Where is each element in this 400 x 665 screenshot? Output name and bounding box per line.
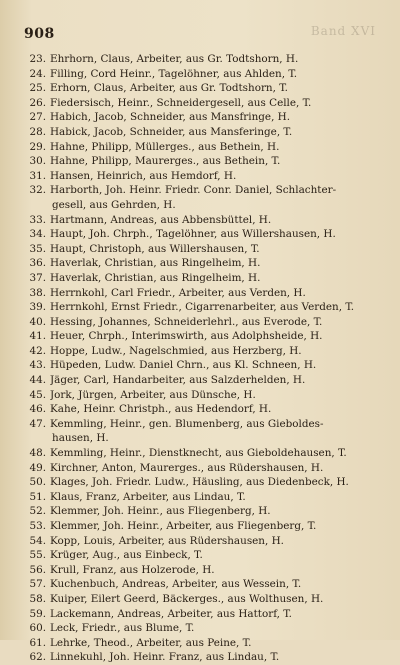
entry-number: 50. <box>29 476 46 489</box>
list-item <box>22 183 378 198</box>
entry-number: 32. <box>29 184 46 197</box>
list-item <box>22 607 378 622</box>
list-item <box>22 213 378 228</box>
entry-number: 38. <box>29 286 46 299</box>
entry-number: 54. <box>29 534 46 547</box>
entry-number: 37. <box>29 271 46 284</box>
list-item <box>22 81 378 96</box>
list-item <box>22 286 378 301</box>
entry-number: 43. <box>29 359 46 372</box>
page-header <box>22 24 378 48</box>
entry-number: 26. <box>29 96 46 109</box>
entry-text: Heuer, Chrph., Interimswirth, aus Adolphsheide, H. <box>50 330 323 343</box>
entry-text: Hansen, Heinrich, aus Hemdorf, H. <box>50 169 237 182</box>
entry-text: Hahne, Philipp, Müllerges., aus Bethein, H. <box>50 140 280 153</box>
list-item <box>22 96 378 111</box>
list-item <box>22 154 378 169</box>
list-item <box>22 490 378 505</box>
entry-number: 31. <box>29 169 46 182</box>
entry-number: 55. <box>29 549 46 562</box>
entry-text: Krüger, Aug., aus Einbeck, T. <box>50 549 203 562</box>
list-item <box>22 140 378 155</box>
entry-text: Herrnkohl, Ernst Friedr., Cigarrenarbeiter, aus Verden, T. <box>50 301 355 314</box>
list-item <box>22 636 378 651</box>
entry-text: Habick, Jacob, Schneider, aus Mansferinge, T. <box>50 125 293 138</box>
entry-text: Haverlak, Christian, aus Ringelheim, H. <box>50 257 261 270</box>
entry-number: 44. <box>29 374 46 387</box>
entry-number: 29. <box>29 140 46 153</box>
entry-text: Kirchner, Anton, Maurerges., aus Rüdershausen, H. <box>50 461 324 474</box>
page-number: 908 <box>24 26 55 42</box>
entry-text: Jork, Jürgen, Arbeiter, aus Dünsche, H. <box>50 388 256 401</box>
entry-text: Habich, Jacob, Schneider, aus Mansfringe, H. <box>50 111 291 124</box>
entry-number: 47. <box>29 417 46 430</box>
entry-text: Krull, Franz, aus Holzerode, H. <box>50 563 215 576</box>
list-item <box>22 417 378 432</box>
entry-text: Haupt, Christoph, aus Willershausen, T. <box>50 242 260 255</box>
list-item <box>22 344 378 359</box>
list-item <box>22 373 378 388</box>
entry-number: 52. <box>29 505 46 518</box>
list-item <box>22 534 378 549</box>
entry-number: 60. <box>29 622 46 635</box>
list-item <box>22 169 378 184</box>
entry-text: Hessing, Johannes, Schneiderlehrl., aus Everode, T. <box>50 315 323 328</box>
entry-text: Lehrke, Theod., Arbeiter, aus Peine, T. <box>50 636 252 649</box>
entry-text: Klemmer, Joh. Heinr., aus Fliegenberg, H. <box>50 505 271 518</box>
entry-number: 59. <box>29 607 46 620</box>
entry-number: 30. <box>29 155 46 168</box>
entry-text: Klages, Joh. Friedr. Ludw., Häusling, aus Diedenbeck, H. <box>50 476 349 489</box>
entry-text: Hahne, Philipp, Maurerges., aus Bethein, T. <box>50 155 281 168</box>
list-item <box>22 388 378 403</box>
entry-text: Hoppe, Ludw., Nagelschmied, aus Herzberg, H. <box>50 344 302 357</box>
entry-number: 25. <box>29 82 46 95</box>
running-head: Band XVI <box>310 24 376 38</box>
list-item <box>22 475 378 490</box>
list-item <box>22 446 378 461</box>
entry-number: 23. <box>29 53 46 65</box>
entry-number: 36. <box>29 257 46 270</box>
entry-text: Haupt, Joh. Chrph., Tagelöhner, aus Willershausen, H. <box>50 228 336 241</box>
entry-number: 24. <box>29 67 46 80</box>
entry-text: Haverlak, Christian, aus Ringelheim, H. <box>50 271 261 284</box>
list-item <box>22 110 378 125</box>
entry-text: Hüpeden, Ludw. Daniel Chrn., aus Kl. Schneen, H. <box>50 359 317 372</box>
entry-number: 41. <box>29 330 46 343</box>
entry-number: 51. <box>29 490 46 503</box>
list-item <box>22 548 378 563</box>
entry-text: Hartmann, Andreas, aus Abbensbüttel, H. <box>50 213 272 226</box>
list-item <box>22 650 378 665</box>
list-item <box>22 256 378 271</box>
entry-number: 34. <box>29 228 46 241</box>
entry-number: 46. <box>29 403 46 416</box>
entry-number: 39. <box>29 301 46 314</box>
list-item <box>22 67 378 82</box>
entry-number: 42. <box>29 344 46 357</box>
entry-number: 27. <box>29 111 46 124</box>
entry-text: Kemmling, Heinr., gen. Blumenberg, aus Gieboldes- <box>50 417 324 430</box>
entry-number: 53. <box>29 520 46 532</box>
entry-number: 56. <box>29 563 46 576</box>
entry-number: 45. <box>29 388 46 401</box>
entry-text: Ehrhorn, Claus, Arbeiter, aus Gr. Todtshorn, H. <box>50 53 299 65</box>
list-item <box>22 563 378 578</box>
list-item <box>22 52 378 67</box>
entry-text: Kemmling, Heinr., Dienstknecht, aus Gieboldehausen, T. <box>50 447 347 460</box>
entry-text: Kahe, Heinr. Christph., aus Hedendorf, H. <box>50 403 272 416</box>
list-item <box>22 577 378 592</box>
list-item <box>22 242 378 257</box>
entry-text: Kuchenbuch, Andreas, Arbeiter, aus Wessein, T. <box>50 578 302 591</box>
entry-continuation: gesell, aus Gehrden, H. <box>52 198 176 211</box>
list-item <box>22 271 378 286</box>
list-item <box>22 358 378 373</box>
entry-text: Kopp, Louis, Arbeiter, aus Rüdershausen, H. <box>50 534 284 547</box>
entry-continuation: hausen, H. <box>52 432 109 445</box>
list-item <box>22 504 378 519</box>
entry-text: Jäger, Carl, Handarbeiter, aus Salzderhelden, H. <box>50 374 306 387</box>
entry-number: 57. <box>29 578 46 591</box>
entry-number: 48. <box>29 447 46 460</box>
list-item <box>22 300 378 315</box>
entry-text: Filling, Cord Heinr., Tagelöhner, aus Ahlden, T. <box>50 67 298 80</box>
entry-number: 33. <box>29 213 46 226</box>
list-item <box>22 315 378 330</box>
entry-number: 40. <box>29 315 46 328</box>
entry-text: Herrnkohl, Carl Friedr., Arbeiter, aus Verden, H. <box>50 286 306 299</box>
list-item <box>22 621 378 636</box>
entry-text: Linnekuhl, Joh. Heinr. Franz, aus Lindau, T. <box>50 651 280 664</box>
entry-list <box>22 52 378 665</box>
entry-text: Klemmer, Joh. Heinr., Arbeiter, aus Fliegenberg, T. <box>50 520 317 532</box>
entry-text: Erhorn, Claus, Arbeiter, aus Gr. Todtshorn, T. <box>50 82 288 95</box>
entry-text: Kuiper, Eilert Geerd, Bäckerges., aus Wolthusen, H. <box>50 592 324 605</box>
list-item <box>22 402 378 417</box>
entry-text: Lackemann, Andreas, Arbeiter, aus Hattorf, T. <box>50 607 292 620</box>
list-item <box>22 329 378 344</box>
entry-number: 61. <box>29 636 46 649</box>
entry-text: Klaus, Franz, Arbeiter, aus Lindau, T. <box>50 490 246 503</box>
entry-number: 62. <box>29 651 46 664</box>
list-item <box>22 227 378 242</box>
entry-number: 58. <box>29 592 46 605</box>
entry-text: Leck, Friedr., aus Blume, T. <box>50 622 195 635</box>
list-item <box>22 461 378 476</box>
entry-text: Harborth, Joh. Heinr. Friedr. Conr. Daniel, Schlachter- <box>50 184 337 197</box>
list-item <box>22 592 378 607</box>
list-item <box>22 519 378 534</box>
entry-number: 49. <box>29 461 46 474</box>
entry-text: Fiedersisch, Heinr., Schneidergesell, aus Celle, T. <box>50 96 312 109</box>
list-item <box>22 125 378 140</box>
entry-number: 28. <box>29 125 46 138</box>
entry-number: 35. <box>29 242 46 255</box>
